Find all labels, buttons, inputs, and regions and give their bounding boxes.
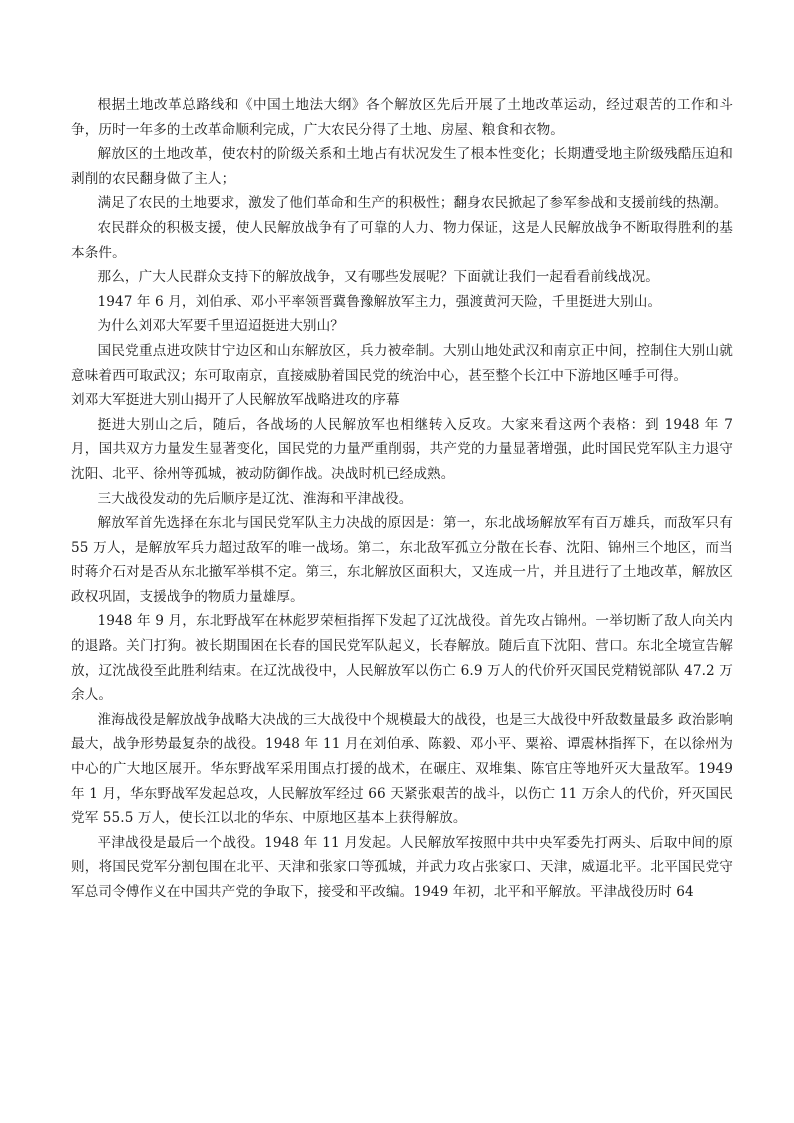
- paragraph-transition-frontline: 那么，广大人民群众支持下的解放战争，又有哪些发展呢？下面就让我们一起看看前线战况。: [97, 269, 659, 286]
- paragraph-dabie-strategy: 国民党重点进攻陕甘宁边区和山东解放区，兵力被牵制。大别山地处武汉和南京正中间，控制住大别山就意味着西可取武汉；东可取南京，直接威胁着国民党的统治中心，甚至整个长江中下游地区唾手可得。: [71, 342, 733, 384]
- document-body: [71, 93, 733, 905]
- paragraph-class-relations-change: 解放区的土地改革，使农村的阶级关系和土地占有状况发生了根本性变化；长期遭受地主阶级残酷压迫和剥削的农民翻身做了主人；: [71, 146, 733, 187]
- paragraph-pingjin-campaign: 平津战役是最后一个战役。1948 年 11 月发起。人民解放军按照中共中央军委先打两头、后取中间的原则，将国民党军分割包围在北平、天津和张家口等孤城，并武力攻占张家口、天津，威逼北平。北平国民党守军总司令傅作义在中国共产党的争取下，接受和平改编。1949 年初，北平和平解放。平津战役历时 64: [71, 834, 733, 900]
- paragraph-northeast-reasons: 解放军首先选择在东北与国民党军队主力决战的原因是：第一，东北战场解放军有百万雄兵，而敌军只有 55 万人，是解放军兵力超过敌军的唯一战场。第二，东北敌军孤立分散在长春、沈阳、锦州三个地区，而当时蒋介石对是否从东北撤军举棋不定。第三，东北解放区面积大，又连成一片，并且进行了土地改革，解放区政权巩固，支援战争的物质力量雄厚。: [71, 515, 733, 605]
- paragraph-peasant-enthusiasm: 满足了农民的土地要求，激发了他们革命和生产的积极性；翻身农民掀起了参军参战和支援前线的热潮。: [97, 195, 728, 212]
- paragraph-three-campaigns-order: 三大战役发动的先后顺序是辽沈、淮海和平津战役。: [97, 490, 413, 507]
- paragraph-dabie-advance: 1947 年 6 月，刘伯承、邓小平率领晋冀鲁豫解放军主力，强渡黄河天险，千里挺进大别山。: [97, 293, 662, 310]
- paragraph-question-dabie: 为什么刘邓大军要千里迢迢挺进大别山？: [97, 318, 345, 335]
- paragraph-liaoshen-campaign: 1948 年 9 月，东北野战军在林彪罗荣桓指挥下发起了辽沈战役。首先攻占锦州。一举切断了敌人向关内的退路。关门打狗。被长期围困在长春的国民党军队起义，长春解放。随后直下沈阳、营口。东北全境宣告解放，辽沈战役至此胜利结束。在辽沈战役中，人民解放军以伤亡 6.9 万人的代价歼灭国民党精锐部队 47.2 万余人。: [71, 613, 733, 704]
- paragraph-strategic-offensive: 刘邓大军挺进大别山揭开了人民解放军战略进攻的序幕: [71, 392, 400, 409]
- paragraph-counteroffensive: 挺进大别山之后，随后，各战场的人民解放军也相继转入反攻。大家来看这两个表格：到 1948 年 7 月，国共双方力量发生显著变化，国民党的力量严重削弱，共产党的力量显著增强，此时国民党军队主力退守沈阳、北平、徐州等孤城，被动防御作战。决战时机已经成熟。: [71, 416, 733, 482]
- paragraph-huaihai-campaign: 淮海战役是解放战争战略大决战的三大战役中个规模最大的战役，也是三大战役中歼敌数量最多 政治影响最大，战争形势最复杂的战役。1948 年 11 月在刘伯承、陈毅、邓小平、粟裕、谭震林指挥下，在以徐州为中心的广大地区展开。华东野战军采用围点打援的战术，在碾庄、双堆集、陈官庄等地歼灭大量敌军。1949 年 1 月，华东野战军发起总攻，人民解放军经过 66 天紧张艰苦的战斗，以伤亡 11 万余人的代价，歼灭国民党军 55.5 万人，使长江以北的华东、中原地区基本上获得解放。: [71, 711, 733, 827]
- paragraph-land-reform-completion: 根据土地改革总路线和《中国土地法大纲》各个解放区先后开展了土地改革运动，经过艰苦的工作和斗争，历时一年多的土改革命顺利完成，广大农民分得了土地、房屋、粮食和衣物。: [71, 97, 733, 138]
- paragraph-basic-condition: 农民群众的积极支援，使人民解放战争有了可靠的人力、物力保证，这是人民解放战争不断取得胜利的基本条件。: [71, 219, 733, 261]
